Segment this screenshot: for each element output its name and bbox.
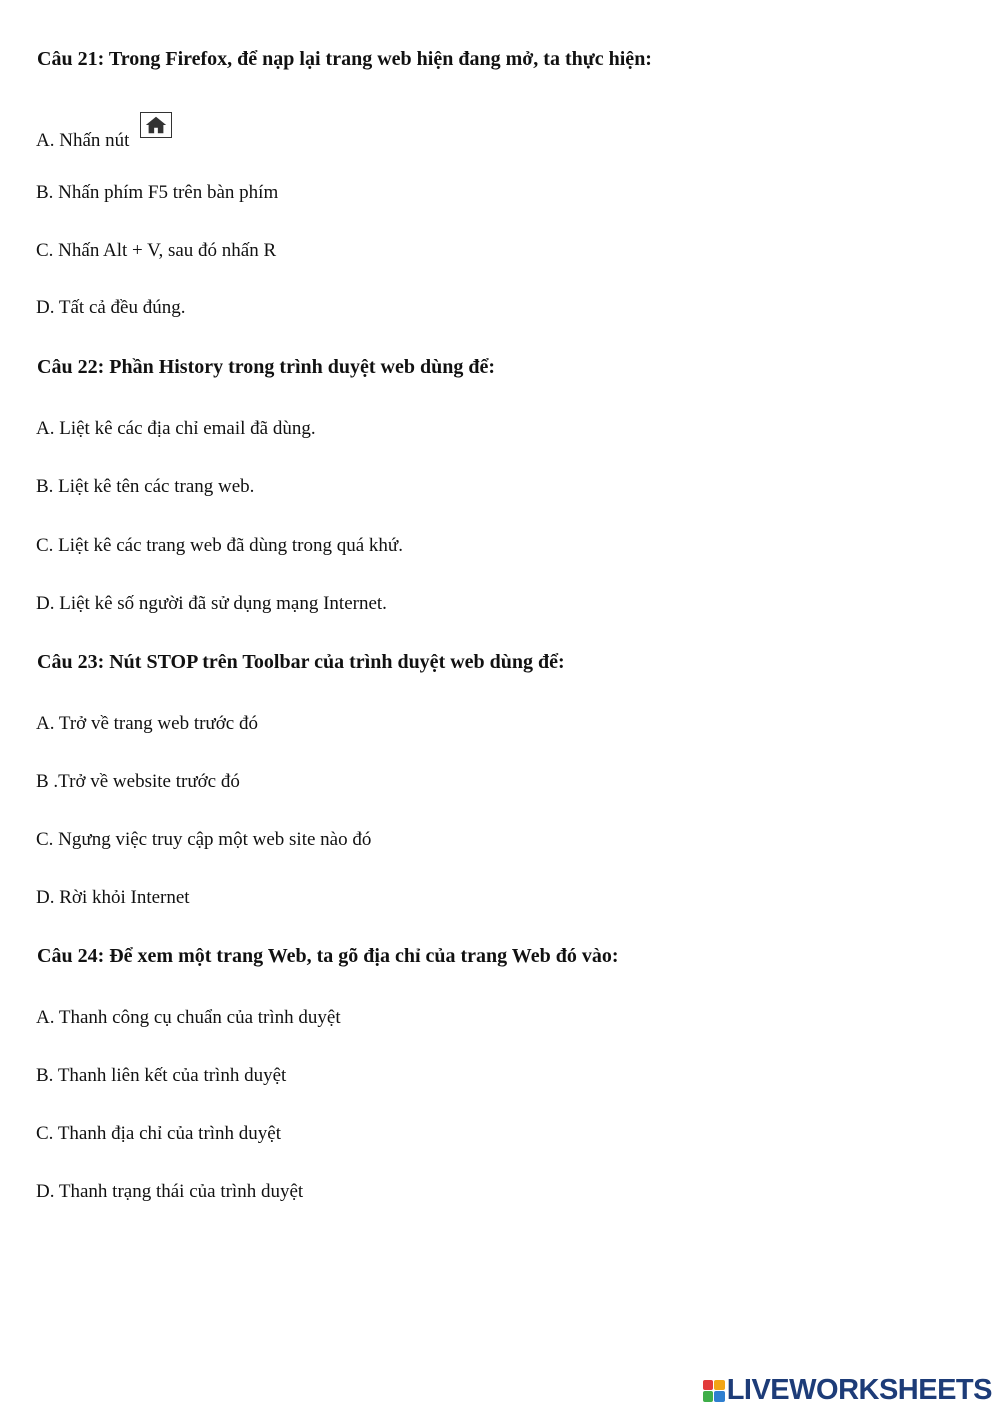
- question-21-option-a[interactable]: [36, 122, 172, 152]
- logo-text: LIVEWORKSHEETS: [726, 1374, 992, 1406]
- question-24-option-b[interactable]: B. Thanh liên kết của trình duyệt: [36, 1065, 287, 1086]
- question-22-option-d[interactable]: D. Liệt kê số người đã sử dụng mạng Internet.: [36, 593, 387, 614]
- question-23-title: Câu 23: Nút STOP trên Toolbar của trình duyệt web dùng để:: [37, 651, 565, 673]
- question-23-option-c[interactable]: C. Ngưng việc truy cập một web site nào đó: [36, 829, 372, 850]
- question-24-option-c[interactable]: C. Thanh địa chỉ của trình duyệt: [36, 1123, 282, 1144]
- question-22-option-c[interactable]: C. Liệt kê các trang web đã dùng trong quá khứ.: [36, 535, 403, 556]
- question-21-option-d[interactable]: D. Tất cả đều đúng.: [36, 297, 186, 318]
- question-24-title: Câu 24: Để xem một trang Web, ta gõ địa chỉ của trang Web đó vào:: [37, 945, 619, 967]
- question-21-option-b[interactable]: B. Nhấn phím F5 trên bàn phím: [36, 182, 279, 203]
- question-21-option-c[interactable]: C. Nhấn Alt + V, sau đó nhấn R: [36, 240, 277, 261]
- question-22-option-b[interactable]: B. Liệt kê tên các trang web.: [36, 476, 255, 497]
- question-22-option-a[interactable]: A. Liệt kê các địa chỉ email đã dùng.: [36, 418, 316, 439]
- question-22-title: Câu 22: Phần History trong trình duyệt web dùng để:: [37, 356, 496, 378]
- logo-mark-icon: [703, 1380, 725, 1402]
- question-23-option-a[interactable]: A. Trở về trang web trước đó: [36, 713, 258, 734]
- question-24-option-a[interactable]: A. Thanh công cụ chuẩn của trình duyệt: [36, 1007, 341, 1028]
- question-23-option-b[interactable]: B .Trở về website trước đó: [36, 771, 240, 792]
- question-21-title: Câu 21: Trong Firefox, để nạp lại trang web hiện đang mở, ta thực hiện:: [37, 48, 652, 70]
- liveworksheets-logo[interactable]: [703, 1374, 992, 1407]
- option-label: A. Nhấn nút: [36, 130, 130, 151]
- question-23-option-d[interactable]: D. Rời khỏi Internet: [36, 887, 190, 908]
- home-icon: [140, 112, 172, 138]
- question-24-option-d[interactable]: D. Thanh trạng thái của trình duyệt: [36, 1181, 304, 1202]
